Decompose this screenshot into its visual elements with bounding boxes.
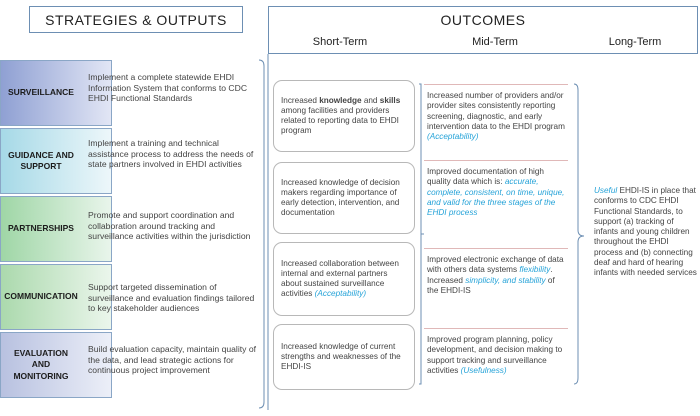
short-term-bracket (419, 84, 421, 384)
outcome-text: Increased knowledge of current strengths and weaknesses of the EHDI-IS (281, 341, 401, 372)
outcome-accent: simplicity, and stability (465, 275, 546, 285)
outcome-text: and (361, 95, 380, 105)
col-head-long-term: Long-Term (608, 36, 662, 48)
outcome-accent: accurate, complete, consistent, on time, unique, and valid for the three stages of the EHDI process (427, 177, 565, 217)
strategy-label: GUIDANCE AND SUPPORT (8, 149, 74, 171)
outcome-bold: skills (379, 95, 401, 105)
mid-term-outcome (424, 248, 568, 296)
col-head-mid-term: Mid-Term (472, 36, 518, 48)
outcome-text: Improved electronic exchange of data with others data systems (427, 255, 564, 275)
outcome-text: EHDI-IS in place that conforms to CDC EHDI Functional Standards, to support (a) tracking of infants and young children throughout the EHDI process and (b) connecting deaf and hard of hearing infants with needed services (594, 186, 697, 277)
strategy-description: Implement a complete statewide EHDI Information System that conforms to CDC EHDI Functional Standards (88, 72, 248, 104)
strategy-label: EVALUATION AND MONITORING (13, 347, 69, 381)
short-term-outcome (273, 162, 415, 234)
col-head-short-term: Short-Term (312, 36, 368, 48)
strategy-description: Implement a training and technical assistance process to address the needs of state partners involved in EHDI activities (88, 138, 254, 170)
mid-term-outcome (424, 160, 568, 218)
strategy-description: Build evaluation capacity, maintain quality of the data, and lead strategic actions for continuous project improvement (88, 344, 256, 376)
outcome-text: of the EHDI-IS (427, 275, 555, 295)
outcome-text: Increased (281, 95, 320, 105)
outcome-accent: Useful (594, 186, 618, 195)
outcome-text: Improved program planning, policy development, and decision making to support tracking and surveillance activities (427, 335, 563, 375)
strategy-description: Promote and support coordination and collaboration around tracking and surveillance activities within the jurisdiction (88, 210, 251, 242)
short-term-outcome (273, 242, 415, 316)
outcome-accent: (Acceptability) (427, 132, 479, 141)
strategy-label: SURVEILLANCE (8, 87, 74, 98)
short-term-outcome (273, 80, 415, 152)
outcome-text: Improved documentation of high quality data which is: (427, 167, 544, 187)
long-term-outcome (594, 186, 697, 278)
strategy-description: Support targeted dissemination of surveillance and evaluation findings tailored to key stakeholder audiences (88, 282, 255, 314)
outcomes-header-title: OUTCOMES (440, 12, 526, 28)
strategies-header-title: STRATEGIES & OUTPUTS (45, 12, 227, 28)
outcome-text: Increased collaboration between internal and external partners about sustained surveillance activities (281, 258, 399, 299)
outcome-text: . Increased (427, 265, 553, 285)
outcome-accent: (Acceptability) (314, 289, 367, 299)
outcome-accent: flexibility (519, 265, 551, 275)
outcome-accent: (Usefulness) (460, 365, 507, 375)
mid-term-bracket (574, 84, 584, 384)
outcome-text: Increased number of providers and/or provider sites consistently reporting screening, diagnostic, and early intervention data to the EHDI program (427, 91, 565, 131)
mid-term-outcome (424, 84, 568, 142)
mid-term-outcome (424, 328, 568, 376)
strategy-label: PARTNERSHIPS (8, 223, 74, 234)
strategy-label: COMMUNICATION (4, 291, 78, 302)
outcome-text: among facilities and providers related to reporting data to EHDI program (281, 105, 399, 136)
short-term-outcome (273, 324, 415, 390)
outcome-bold: knowledge (319, 95, 362, 105)
outcome-text: Increased knowledge of decision makers regarding importance of early detection, intervention, and documentation (281, 177, 400, 218)
